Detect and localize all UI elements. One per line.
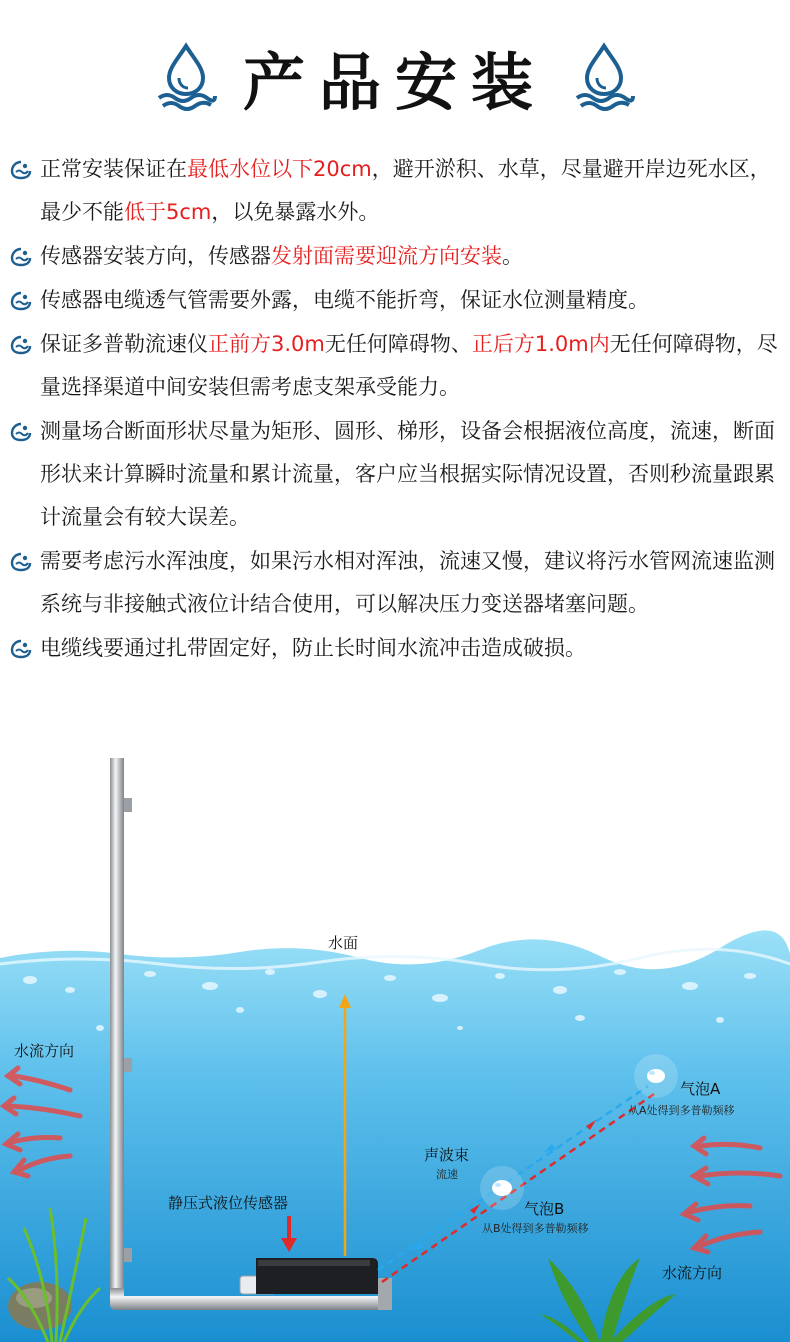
label-flow-direction-right: 水流方向 <box>662 1264 723 1282</box>
bullet-text: 需要考虑污水浑浊度，如果污水相对浑浊，流速又慢，建议将污水管网流速监测系统与非接触式液位计结合使用，可以解决压力变送器堵塞问题。 <box>40 549 775 616</box>
bullet-item <box>10 410 782 539</box>
bullet-icon <box>10 247 32 267</box>
label-bubble-a-sub: 从A处得到多普勒频移 <box>628 1104 735 1117</box>
highlight-text: 正后方1.0m内 <box>471 332 610 356</box>
bullet-item <box>10 279 782 322</box>
bullet-item <box>10 540 782 626</box>
label-sensor: 静压式液位传感器 <box>168 1194 289 1212</box>
label-bubble-a: 气泡A <box>680 1080 721 1098</box>
bullet-icon <box>10 639 32 659</box>
bubble-b <box>480 1166 524 1210</box>
bullet-text: 测量场合断面形状尽量为矩形、圆形、梯形，设备会根据液位高度，流速，断面形状来计算瞬时流量和累计流量，客户应当根据实际情况设置，否则秒流量跟累计流量会有较大误差。 <box>40 419 775 529</box>
bullet-item <box>10 235 782 278</box>
diagram-svg <box>0 758 790 1342</box>
label-bubble-b-sub: 从B处得到多普勒频移 <box>482 1222 589 1235</box>
label-water-surface: 水面 <box>328 934 359 952</box>
bullet-text: 保证多普勒流速仪 <box>40 332 208 356</box>
highlight-text: 正前方3.0m <box>208 332 325 356</box>
bullet-icon <box>10 422 32 442</box>
water-drop-icon <box>155 42 217 112</box>
installation-notes <box>10 148 782 671</box>
water-drop-icon <box>573 42 635 112</box>
installation-diagram <box>0 758 790 1342</box>
label-beam-sub: 流速 <box>436 1168 458 1181</box>
bullet-icon <box>10 335 32 355</box>
bullet-item <box>10 148 782 234</box>
bullet-text: 传感器电缆透气管需要外露，电缆不能折弯，保证水位测量精度。 <box>40 288 649 312</box>
bullet-item <box>10 627 782 670</box>
bullet-item <box>10 323 782 409</box>
label-flow-direction-left: 水流方向 <box>14 1042 75 1060</box>
bullet-text: 传感器安装方向，传感器 <box>40 244 271 268</box>
highlight-text: 发射面需要迎流方向安装 <box>271 244 502 268</box>
bullet-text: ，以免暴露水外。 <box>211 200 380 224</box>
bullet-text: 电缆线要通过扎带固定好，防止长时间水流冲击造成破损。 <box>40 636 586 660</box>
highlight-text: 最低水位以下20cm <box>187 157 372 181</box>
label-bubble-b: 气泡B <box>524 1200 565 1218</box>
bullet-icon <box>10 160 32 180</box>
bullet-icon <box>10 552 32 572</box>
bullet-text: ，避开淤积、水草，尽量避开岸边死水区，最少不能 <box>40 157 771 224</box>
page-title: 产品安装 <box>242 45 547 119</box>
bullet-text: 无任何障碍物、 <box>324 332 472 356</box>
header <box>0 22 790 132</box>
bullet-icon <box>10 291 32 311</box>
bubble-a <box>634 1054 678 1098</box>
highlight-text: 低于5cm <box>124 200 212 224</box>
mounting-pole <box>110 758 124 1300</box>
bullet-text: 无任何障碍物，尽量选择渠道中间安装但需考虑支架承受能力。 <box>40 332 778 399</box>
bullet-text: 。 <box>502 244 523 268</box>
label-beam: 声波束 <box>424 1146 470 1164</box>
bullet-text: 正常安装保证在 <box>40 157 187 181</box>
